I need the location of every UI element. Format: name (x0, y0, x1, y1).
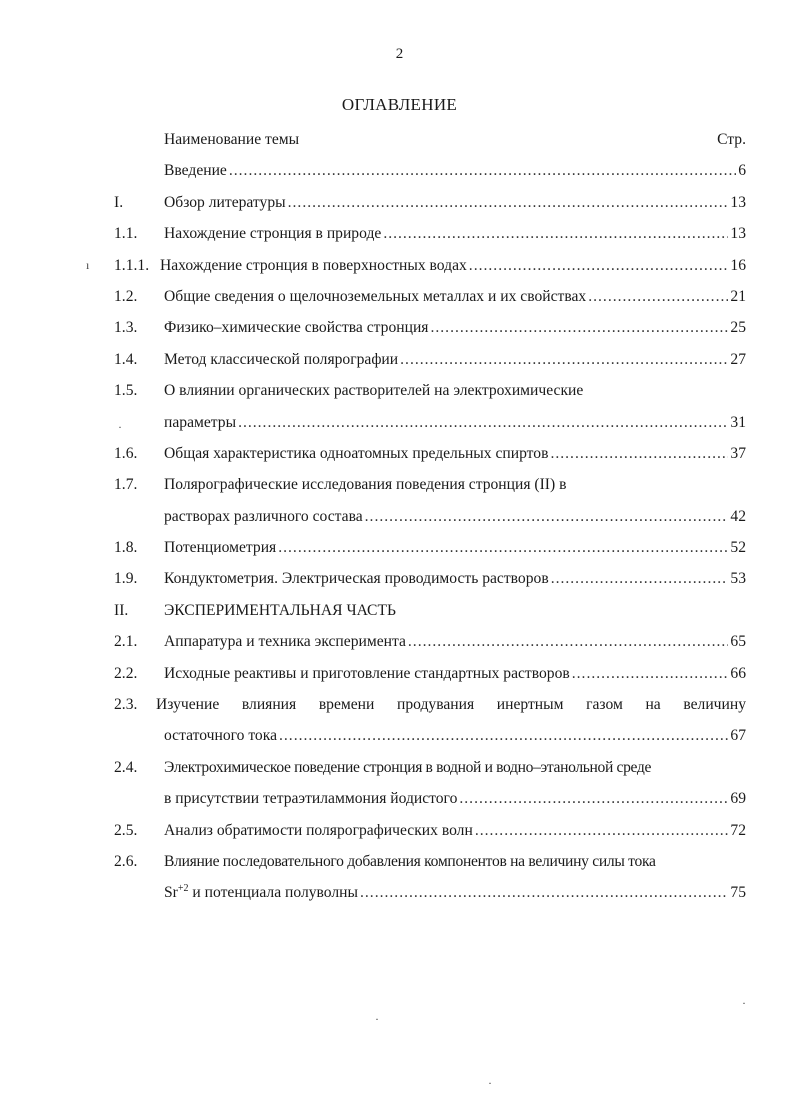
toc-entry-number: 2.3. (114, 696, 138, 714)
toc-entry-number: 1.4. (114, 350, 138, 368)
toc-leader-dots (365, 501, 729, 532)
toc-leader-dots (279, 720, 728, 751)
toc-entry-2-4[interactable] (114, 752, 746, 783)
scan-speck: · (118, 420, 122, 434)
toc-leader-dots (278, 532, 728, 563)
toc-leader-dots (572, 658, 729, 689)
toc-entry-number: 2.1. (114, 633, 138, 651)
page-number: 2 (395, 46, 404, 62)
toc-leader-dots (400, 344, 728, 375)
toc-entry-number: 1.1. (114, 225, 138, 243)
toc-entry-number: 2.2. (114, 664, 138, 682)
toc-entry-page: 37 (730, 444, 746, 462)
toc-entry-2[interactable] (114, 595, 746, 626)
toc-header-page: Стр. (717, 131, 746, 148)
toc-entry-1[interactable] (114, 187, 746, 218)
toc-entry-title: Электрохимическое поведение стронция в водной и водно–этанольной среде (164, 758, 652, 776)
toc-entry-title: Влияние последовательного добавления компонентов на величину силы тока (164, 852, 656, 870)
toc-leader-dots (475, 815, 729, 846)
toc-entry-title-cont: параметры (164, 413, 237, 431)
toc-entry-1-3[interactable] (114, 312, 746, 343)
toc-entry-title: Потенциометрия (164, 539, 277, 557)
toc-entry-title: Исходные реактивы и приготовление стандартных растворов (164, 664, 570, 682)
scan-speck: · (375, 1012, 379, 1026)
toc-entry-title: Нахождение стронция в природе (164, 225, 382, 243)
toc-entry-title: Анализ обратимости полярографических волн (164, 821, 473, 839)
toc-entry-title: Обзор литературы (164, 193, 286, 211)
toc-entry-page: 67 (730, 727, 746, 745)
toc-entry-intro[interactable] (114, 155, 746, 186)
toc-entry-number: 1.8. (114, 539, 138, 557)
toc-entry-title: О влиянии органических растворителей на электрохимические (164, 382, 584, 400)
ion-charge: +2 (177, 883, 189, 895)
toc-entry-2-5[interactable] (114, 815, 746, 846)
toc-entry-title: Общие сведения о щелочноземельных металлах и их свойствах (164, 287, 587, 305)
toc-entry-1-4[interactable] (114, 344, 746, 375)
toc-entry-title-cont-text: и потенциала полуволны (188, 884, 358, 902)
toc-entry-number: 2.4. (114, 758, 138, 776)
toc-entry-number: 2.5. (114, 821, 138, 839)
toc-entry-page: 66 (730, 664, 746, 682)
toc-entry-number: 1.2. (114, 287, 138, 305)
toc-entry-title: Кондуктометрия. Электрическая проводимость растворов (164, 570, 549, 588)
toc-leader-dots (459, 783, 728, 814)
scan-speck: · (488, 1076, 492, 1090)
toc-entry-number: 1.9. (114, 570, 138, 588)
scan-speck: ı (86, 258, 90, 272)
toc-entry-1-1-1[interactable] (114, 250, 746, 281)
toc-entry-number: 2.6. (114, 852, 138, 870)
toc-entry-number: II. (114, 601, 129, 619)
toc-entry-number: I. (114, 193, 124, 211)
toc-header-topic: Наименование темы (164, 131, 300, 148)
toc-entry-page: 16 (730, 256, 746, 274)
toc-leader-dots (469, 250, 729, 281)
toc-leader-dots (551, 563, 729, 594)
toc-entry-title: ЭКСПЕРИМЕНТАЛЬНАЯ ЧАСТЬ (164, 601, 396, 619)
toc-entry-2-1[interactable] (114, 626, 746, 657)
toc-entry-2-6[interactable] (114, 846, 746, 877)
toc-entry-page: 75 (730, 884, 746, 902)
toc-leader-dots (360, 877, 728, 908)
toc-leader-dots (238, 407, 728, 438)
toc-entry-title-cont (164, 877, 358, 908)
toc-entry-page: 65 (730, 633, 746, 651)
toc-entry-1-9[interactable] (114, 563, 746, 594)
toc-entry-page: 31 (730, 413, 746, 431)
toc-entry-title: Метод классической полярографии (164, 350, 399, 368)
toc-entry-number: 1.5. (114, 382, 138, 400)
toc-entry-title: Аппаратура и техника эксперимента (164, 633, 406, 651)
toc-entry-title: Изучение влияния времени продувания инертным газом на величину (156, 696, 746, 714)
toc-entry-2-3-cont[interactable] (114, 720, 746, 751)
toc-entry-title: Введение (164, 162, 227, 180)
toc-leader-dots (588, 281, 728, 312)
toc-entry-1-8[interactable] (114, 532, 746, 563)
scan-speck: · (742, 996, 746, 1010)
toc-entry-1-7[interactable] (114, 469, 746, 500)
toc-entry-title-cont: в присутствии тетраэтиламмония йодистого (164, 790, 458, 808)
toc-entry-title-cont: остаточного тока (164, 727, 277, 745)
toc-entry-page: 52 (730, 539, 746, 557)
toc-entry-title: Общая характеристика одноатомных предельных спиртов (164, 444, 549, 462)
toc-entry-title: Физико–химические свойства стронция (164, 319, 429, 337)
toc-entry-2-2[interactable] (114, 658, 746, 689)
toc-leader-dots (288, 187, 729, 218)
toc-entry-2-6-cont[interactable] (114, 877, 746, 908)
toc-leader-dots (383, 218, 728, 249)
toc-entry-title: Нахождение стронция в поверхностных водах (160, 256, 467, 274)
toc-entry-page: 27 (730, 350, 746, 368)
toc-entry-page: 13 (730, 193, 746, 211)
toc-leader-dots (229, 155, 736, 186)
toc-entry-2-4-cont[interactable] (114, 783, 746, 814)
toc-entry-1-7-cont[interactable] (114, 501, 746, 532)
toc-entry-number: 1.6. (114, 444, 138, 462)
toc-entry-1-6[interactable] (114, 438, 746, 469)
toc-entry-title-cont: растворах различного состава (164, 507, 363, 525)
toc-header (114, 124, 746, 155)
toc-entry-1-5[interactable] (114, 375, 746, 406)
toc-entry-1-2[interactable] (114, 281, 746, 312)
toc-entry-page: 13 (730, 225, 746, 243)
toc-entry-title: Полярографические исследования поведения стронция (II) в (164, 476, 567, 494)
toc-entry-page: 69 (730, 790, 746, 808)
toc-entry-1-1[interactable] (114, 218, 746, 249)
toc-leader-dots (430, 312, 728, 343)
toc-leader-dots (550, 438, 728, 469)
toc-entry-page: 72 (730, 821, 746, 839)
strontium-symbol: Sr (164, 884, 178, 902)
toc-title: ОГЛАВЛЕНИЕ (341, 95, 458, 114)
toc-leader-dots (408, 626, 729, 657)
toc-entry-1-5-cont[interactable] (114, 407, 746, 438)
table-of-contents (114, 124, 746, 909)
toc-entry-number: 1.7. (114, 476, 138, 494)
toc-entry-page: 21 (730, 287, 746, 305)
toc-entry-2-3[interactable] (114, 689, 746, 720)
toc-entry-page: 6 (738, 162, 746, 180)
toc-entry-page: 42 (730, 507, 746, 525)
toc-entry-number: 1.1.1. (114, 256, 150, 274)
toc-entry-page: 53 (730, 570, 746, 588)
toc-entry-number: 1.3. (114, 319, 138, 337)
toc-entry-page: 25 (730, 319, 746, 337)
